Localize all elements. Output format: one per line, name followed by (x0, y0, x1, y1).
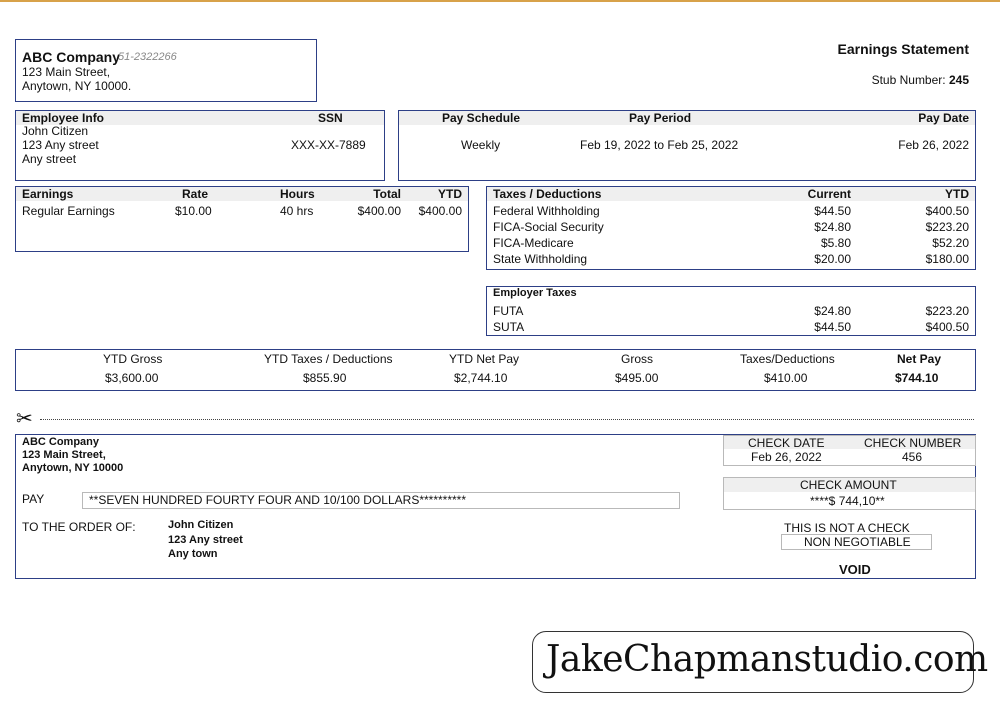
employer-tax-row-current: $44.50 (814, 320, 851, 334)
not-a-check-text: THIS IS NOT A CHECK (784, 521, 910, 535)
taxes-ytd-header: YTD (945, 187, 969, 201)
summary-value: $3,600.00 (105, 371, 159, 385)
employer-taxes-box (486, 286, 976, 336)
summary-value: $410.00 (764, 371, 808, 385)
tax-row-ytd: $180.00 (925, 252, 969, 266)
employer-tax-row-current: $24.80 (814, 304, 851, 318)
pay-period-header: Pay Period (629, 111, 692, 125)
summary-label: Net Pay (897, 352, 942, 366)
non-negotiable-text: NON NEGOTIABLE (804, 535, 911, 549)
check-date-label: CHECK DATE (748, 436, 825, 450)
employer-tax-row-ytd: $223.20 (925, 304, 969, 318)
pay-date-header: Pay Date (918, 111, 969, 125)
employer-tax-row-label: SUTA (493, 320, 525, 334)
company-name: ABC Company (22, 49, 121, 65)
pay-schedule-header: Pay Schedule (442, 111, 521, 125)
summary-label: YTD Taxes / Deductions (264, 352, 393, 366)
check-date-number-box (723, 435, 976, 466)
employer-taxes-header: Employer Taxes (493, 287, 577, 299)
employer-tax-row-label: FUTA (493, 304, 524, 318)
tax-row-label: State Withholding (493, 252, 588, 266)
summary-value: $2,744.10 (454, 371, 508, 385)
earnings-row-total: $400.00 (357, 204, 401, 218)
summary-label: YTD Net Pay (449, 352, 520, 366)
summary-label: Gross (621, 352, 654, 366)
watermark-box (532, 631, 988, 693)
tax-row-current: $24.80 (814, 220, 851, 234)
employee-info-header: Employee Info (22, 111, 105, 125)
summary-value: $495.00 (615, 371, 659, 385)
void-text: VOID (839, 562, 871, 577)
pay-words-field (82, 492, 680, 509)
stub-number (872, 73, 969, 87)
summary-label: Taxes/Deductions (740, 352, 835, 366)
pay-schedule-value: Weekly (461, 138, 501, 152)
check-company-address2: Anytown, NY 10000 (22, 462, 124, 474)
check-date-value: Feb 26, 2022 (751, 450, 822, 464)
tax-row-label: FICA-Social Security (493, 220, 604, 234)
scissors-icon: ✂ (16, 406, 33, 430)
tax-row-label: Federal Withholding (493, 204, 600, 218)
employee-name: John Citizen (22, 124, 89, 138)
payee-name: John Citizen (168, 519, 234, 531)
check-box (15, 434, 976, 579)
earnings-box (15, 186, 469, 252)
pay-date-value: Feb 26, 2022 (898, 138, 969, 152)
order-label: TO THE ORDER OF: (22, 520, 136, 534)
earnings-row-ytd: $400.00 (418, 204, 462, 218)
check-number-value: 456 (902, 450, 923, 464)
pay-words: **SEVEN HUNDRED FOURTY FOUR AND 10/100 DOLLARS********** (89, 493, 467, 507)
tax-row-current: $44.50 (814, 204, 851, 218)
ytd-header: YTD (438, 187, 462, 201)
total-header: Total (373, 187, 401, 201)
tax-row-current: $5.80 (820, 236, 851, 250)
ssn-header: SSN (318, 111, 343, 125)
employee-info-box (15, 110, 385, 181)
taxes-header: Taxes / Deductions (493, 187, 602, 201)
watermark-text: JakeChapmanstudio.com (546, 639, 988, 680)
summary-value: $855.90 (303, 371, 347, 385)
check-number-label: CHECK NUMBER (864, 436, 962, 450)
pay-summary-box (15, 349, 976, 391)
tax-row-ytd: $223.20 (925, 220, 969, 234)
taxes-current-header: Current (807, 187, 851, 201)
summary-label: YTD Gross (103, 352, 163, 366)
employee-street: 123 Any street (22, 138, 99, 152)
company-address-line2: Anytown, NY 10000. (22, 79, 132, 93)
check-amount-label: CHECK AMOUNT (800, 478, 897, 492)
pay-schedule-box (398, 110, 976, 181)
non-negotiable-box (781, 534, 932, 550)
check-company-name: ABC Company (22, 436, 100, 448)
company-box (15, 39, 317, 102)
check-company-address1: 123 Main Street, (22, 449, 106, 461)
payee-city: Any town (168, 548, 218, 560)
earnings-row-rate: $10.00 (175, 204, 212, 218)
statement-title: Earnings Statement (837, 41, 969, 57)
employee-city: Any street (22, 152, 77, 166)
stub-number-label: Stub Number: (871, 73, 946, 87)
pay-period-value: Feb 19, 2022 to Feb 25, 2022 (580, 138, 739, 152)
employer-tax-row-ytd: $400.50 (925, 320, 969, 334)
earnings-header: Earnings (22, 187, 74, 201)
check-amount-value: ****$ 744,10** (810, 494, 885, 508)
tax-row-current: $20.00 (814, 252, 851, 266)
tax-row-ytd: $52.20 (932, 236, 969, 250)
hours-header: Hours (280, 187, 315, 201)
earnings-row-label: Regular Earnings (22, 204, 115, 218)
earnings-row-hours: 40 hrs (280, 204, 314, 218)
payee-street: 123 Any street (168, 534, 243, 546)
top-accent-line (0, 0, 1000, 2)
check-amount-box (723, 477, 976, 510)
tax-row-ytd: $400.50 (925, 204, 969, 218)
company-ein: 51-2322266 (118, 51, 177, 63)
taxes-box (486, 186, 976, 270)
tax-row-label: FICA-Medicare (493, 236, 574, 250)
stub-number-value: 245 (948, 73, 969, 87)
company-address-line1: 123 Main Street, (22, 65, 111, 79)
pay-label: PAY (22, 492, 45, 506)
cut-line (40, 419, 974, 420)
employee-ssn: XXX-XX-7889 (291, 138, 366, 152)
rate-header: Rate (182, 187, 209, 201)
summary-value: $744.10 (895, 371, 939, 385)
